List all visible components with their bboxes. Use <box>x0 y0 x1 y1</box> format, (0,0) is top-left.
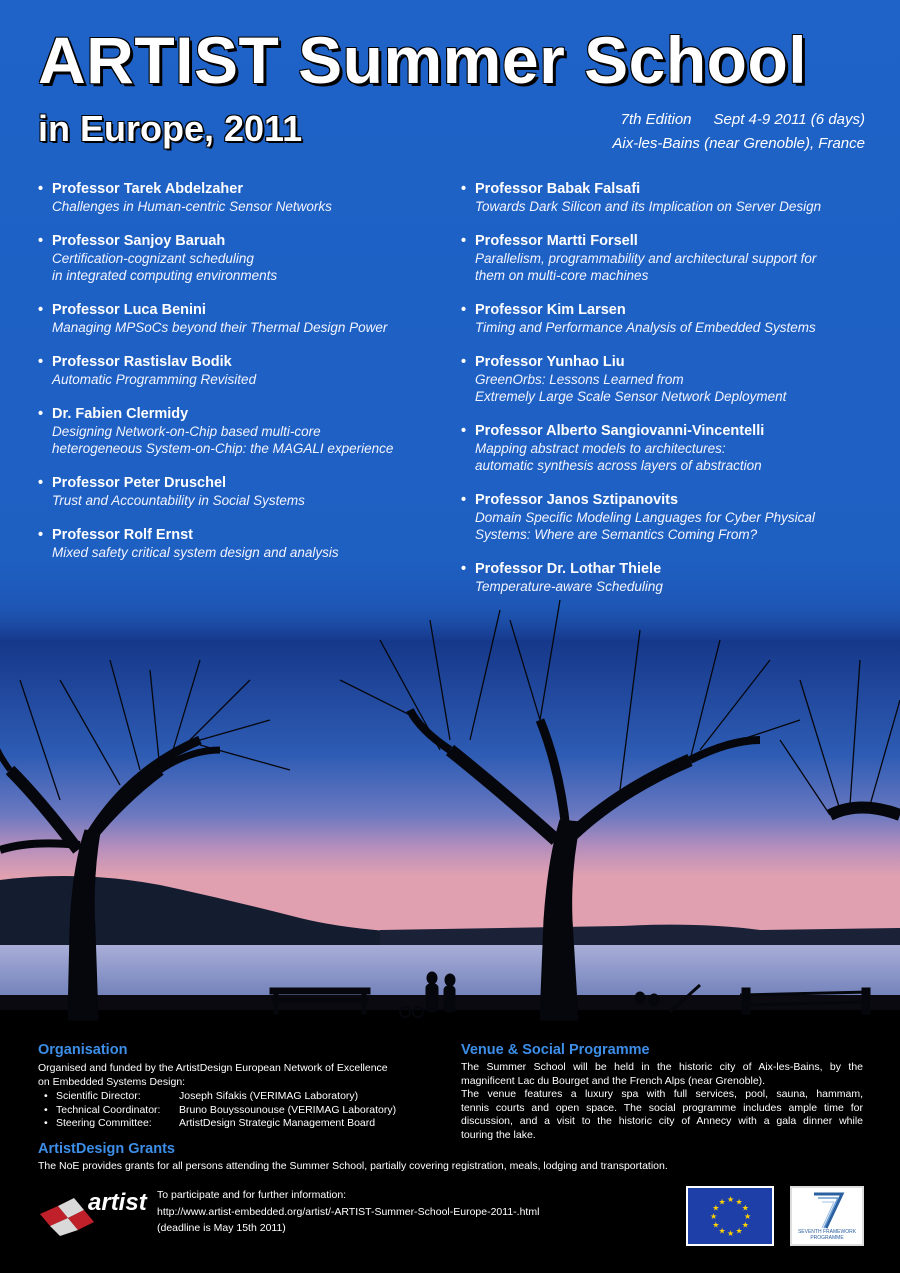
role-row <box>44 1117 396 1131</box>
role-row <box>44 1090 396 1104</box>
speaker-topic-line: Timing and Performance Analysis of Embedded Systems <box>475 320 816 335</box>
speaker-topic <box>38 492 458 509</box>
edition-label: 7th Edition <box>620 111 692 128</box>
bullet-icon: • <box>38 406 44 422</box>
speaker-topic <box>461 440 871 474</box>
speaker-name-text: Professor Luca Benini <box>52 302 206 318</box>
speaker-topic-line: Mapping abstract models to architectures: <box>475 441 726 456</box>
fp7-logo <box>790 1186 864 1246</box>
speaker-entry <box>461 301 871 336</box>
speaker-topic <box>38 198 458 215</box>
speaker-name <box>38 232 458 250</box>
eu-star-icon: ★ <box>741 1203 749 1213</box>
speaker-entry <box>461 560 871 595</box>
speaker-topic-line: Domain Specific Modeling Languages for Cyber Physical <box>475 510 815 525</box>
edition-info <box>612 108 865 156</box>
speaker-topic-line: Systems: Where are Semantics Coming From? <box>475 527 758 542</box>
eu-star-icon: ★ <box>727 1195 735 1204</box>
speaker-topic-line: automatic synthesis across layers of abstraction <box>475 458 762 473</box>
poster-title: ARTIST Summer School <box>38 23 808 97</box>
speaker-name <box>38 526 458 544</box>
bullet-icon: • <box>461 181 467 197</box>
speaker-topic-line: Extremely Large Scale Sensor Network Deployment <box>475 389 787 404</box>
speaker-name <box>38 405 458 423</box>
role-label: • Scientific Director: <box>44 1090 179 1104</box>
eu-star-icon: ★ <box>710 1212 718 1221</box>
bullet-icon: • <box>38 475 44 491</box>
eu-star-icon: ★ <box>735 1197 743 1207</box>
speaker-topic-line: GreenOrbs: Lessons Learned from <box>475 372 684 387</box>
speaker-topic <box>38 423 458 457</box>
speaker-entry <box>461 232 871 284</box>
speaker-topic-line: Trust and Accountability in Social Systems <box>52 493 305 508</box>
speaker-topic <box>461 371 871 405</box>
bullet-icon: • <box>38 302 44 318</box>
organisation-line-2: on Embedded Systems Design: <box>38 1075 186 1088</box>
eu-star-icon: ★ <box>744 1212 752 1221</box>
speaker-name <box>38 180 458 198</box>
speaker-entry <box>461 422 871 474</box>
fp7-label: SEVENTH FRAMEWORK PROGRAMME <box>797 1229 857 1241</box>
grants-title: ArtistDesign Grants <box>38 1141 175 1157</box>
speaker-entry <box>38 474 458 509</box>
eu-star-icon: ★ <box>712 1220 720 1230</box>
speaker-entry <box>38 405 458 457</box>
lake-sunset-scene <box>0 600 900 1040</box>
eu-star-icon: ★ <box>735 1226 743 1236</box>
venue-text <box>461 1061 863 1142</box>
speaker-topic-line: Certification-cognizant scheduling <box>52 251 254 266</box>
speaker-entry <box>38 526 458 561</box>
speaker-name <box>38 353 458 371</box>
location-label: Aix-les-Bains (near Grenoble), France <box>612 135 865 152</box>
bullet-icon: • <box>461 233 467 249</box>
speaker-name <box>461 353 871 371</box>
speaker-topic <box>38 319 458 336</box>
artist-logo <box>38 1188 148 1236</box>
organisation-line-1: Organised and funded by the ArtistDesign European Network of Excellence <box>38 1062 388 1074</box>
speakers-left-column <box>38 180 458 578</box>
role-label: • Steering Committee: <box>44 1117 179 1131</box>
speaker-topic-line: in integrated computing environments <box>52 268 278 283</box>
speaker-topic <box>461 198 871 215</box>
dates-label: Sept 4-9 2011 (6 days) <box>713 111 865 128</box>
venue-line: touring the lake. <box>461 1128 536 1141</box>
bullet-icon: • <box>461 492 467 508</box>
speaker-topic <box>461 578 871 595</box>
bullet-icon: • <box>461 561 467 577</box>
speaker-name-text: Professor Tarek Abdelzaher <box>52 181 243 197</box>
speaker-name <box>461 180 871 198</box>
fp7-seven-icon <box>792 1188 862 1232</box>
speaker-entry <box>461 491 871 543</box>
role-person: Bruno Bouyssounouse (VERIMAG Laboratory) <box>179 1103 397 1116</box>
participation-info <box>157 1187 539 1237</box>
speaker-topic <box>461 509 871 543</box>
role-label: • Technical Coordinator: <box>44 1104 179 1118</box>
organisation-title: Organisation <box>38 1042 128 1058</box>
bullet-icon: • <box>461 423 467 439</box>
speaker-name-text: Professor Janos Sztipanovits <box>475 492 679 508</box>
speaker-topic <box>461 250 871 284</box>
eu-star-icon: ★ <box>718 1226 726 1236</box>
speaker-name-text: Professor Rastislav Bodik <box>52 354 232 370</box>
speaker-topic <box>461 319 871 336</box>
bullet-icon: • <box>461 302 467 318</box>
speaker-name <box>461 491 871 509</box>
role-row <box>44 1104 396 1118</box>
speaker-topic-line: Temperature-aware Scheduling <box>475 579 663 594</box>
eu-stars-icon <box>688 1188 772 1244</box>
speaker-name-text: Professor Alberto Sangiovanni-Vincentelli <box>475 423 765 439</box>
bullet-icon: • <box>38 354 44 370</box>
speaker-topic-line: Designing Network-on-Chip based multi-core <box>52 424 321 439</box>
speaker-topic <box>38 371 458 388</box>
speaker-topic-line: Automatic Programming Revisited <box>52 372 257 387</box>
venue-line: The Summer School will be held in the historic city of Aix-les-Bains, by the <box>461 1061 863 1073</box>
info-lead: To participate and for further information: <box>157 1189 347 1201</box>
speaker-name <box>461 232 871 250</box>
bullet-icon: • <box>38 233 44 249</box>
eu-star-icon: ★ <box>718 1197 726 1207</box>
venue-line: The venue features a luxury spa with full services, pool, sauna, hammam, <box>461 1088 863 1100</box>
organisation-roles <box>44 1090 396 1131</box>
info-deadline: (deadline is May 15th 2011) <box>157 1222 286 1234</box>
role-person: Joseph Sifakis (VERIMAG Laboratory) <box>179 1090 359 1102</box>
speaker-topic-line: heterogeneous System-on-Chip: the MAGALI experience <box>52 441 394 456</box>
speaker-topic-line: Towards Dark Silicon and its Implication on Server Design <box>475 199 822 214</box>
eu-star-icon: ★ <box>741 1220 749 1230</box>
speaker-name-text: Professor Yunhao Liu <box>475 354 625 370</box>
speaker-entry <box>38 353 458 388</box>
info-url-link[interactable]: http://www.artist-embedded.org/artist/-ARTIST-Summer-School-Europe-2011-.html <box>157 1205 540 1218</box>
speaker-topic-line: Parallelism, programmability and architectural support for <box>475 251 817 266</box>
speaker-name-text: Professor Sanjoy Baruah <box>52 233 226 249</box>
speaker-entry <box>38 301 458 336</box>
speaker-name <box>461 560 871 578</box>
venue-line: tennis courts and open space. The social programme includes ample time for <box>461 1101 863 1114</box>
speakers-right-column <box>461 180 871 612</box>
venue-title: Venue & Social Programme <box>461 1042 650 1058</box>
speaker-name-text: Professor Dr. Lothar Thiele <box>475 561 662 577</box>
speaker-topic-line: Challenges in Human-centric Sensor Networks <box>52 199 332 214</box>
venue-line: magnificent Lac du Bourget and the French Alps (near Grenoble). <box>461 1074 766 1087</box>
speaker-name-text: Professor Rolf Ernst <box>52 527 193 543</box>
venue-line: discussion, and a visit to the historic city of Annecy with a gala dinner while <box>461 1115 863 1127</box>
speaker-name-text: Dr. Fabien Clermidy <box>52 406 189 422</box>
grants-text: The NoE provides grants for all persons attending the Summer School, partially covering registration, meals, lodging and transportation. <box>38 1160 668 1172</box>
speaker-name-text: Professor Martti Forsell <box>475 233 638 249</box>
speaker-name <box>461 301 871 319</box>
speaker-entry <box>461 180 871 215</box>
speaker-topic-line: them on multi-core machines <box>475 268 649 283</box>
speaker-topic-line: Managing MPSoCs beyond their Thermal Design Power <box>52 320 388 335</box>
organisation-text <box>38 1062 388 1089</box>
speaker-entry <box>38 180 458 215</box>
speaker-entry <box>38 232 458 284</box>
eu-star-icon: ★ <box>727 1229 735 1238</box>
bullet-icon: • <box>38 181 44 197</box>
speaker-name <box>38 474 458 492</box>
speaker-entry <box>461 353 871 405</box>
poster-subtitle: in Europe, 2011 <box>38 108 303 149</box>
speaker-topic <box>38 250 458 284</box>
speaker-topic <box>38 544 458 561</box>
role-person: ArtistDesign Strategic Management Board <box>179 1117 376 1129</box>
speaker-topic-line: Mixed safety critical system design and analysis <box>52 545 339 560</box>
bullet-icon: • <box>461 354 467 370</box>
speaker-name-text: Professor Peter Druschel <box>52 475 227 491</box>
eu-star-icon: ★ <box>712 1203 720 1213</box>
speaker-name <box>461 422 871 440</box>
eu-flag-logo <box>686 1186 774 1246</box>
speaker-name-text: Professor Kim Larsen <box>475 302 626 318</box>
bullet-icon: • <box>38 527 44 543</box>
artist-logo-text: artist <box>88 1189 147 1216</box>
speaker-name-text: Professor Babak Falsafi <box>475 181 641 197</box>
speaker-name <box>38 301 458 319</box>
